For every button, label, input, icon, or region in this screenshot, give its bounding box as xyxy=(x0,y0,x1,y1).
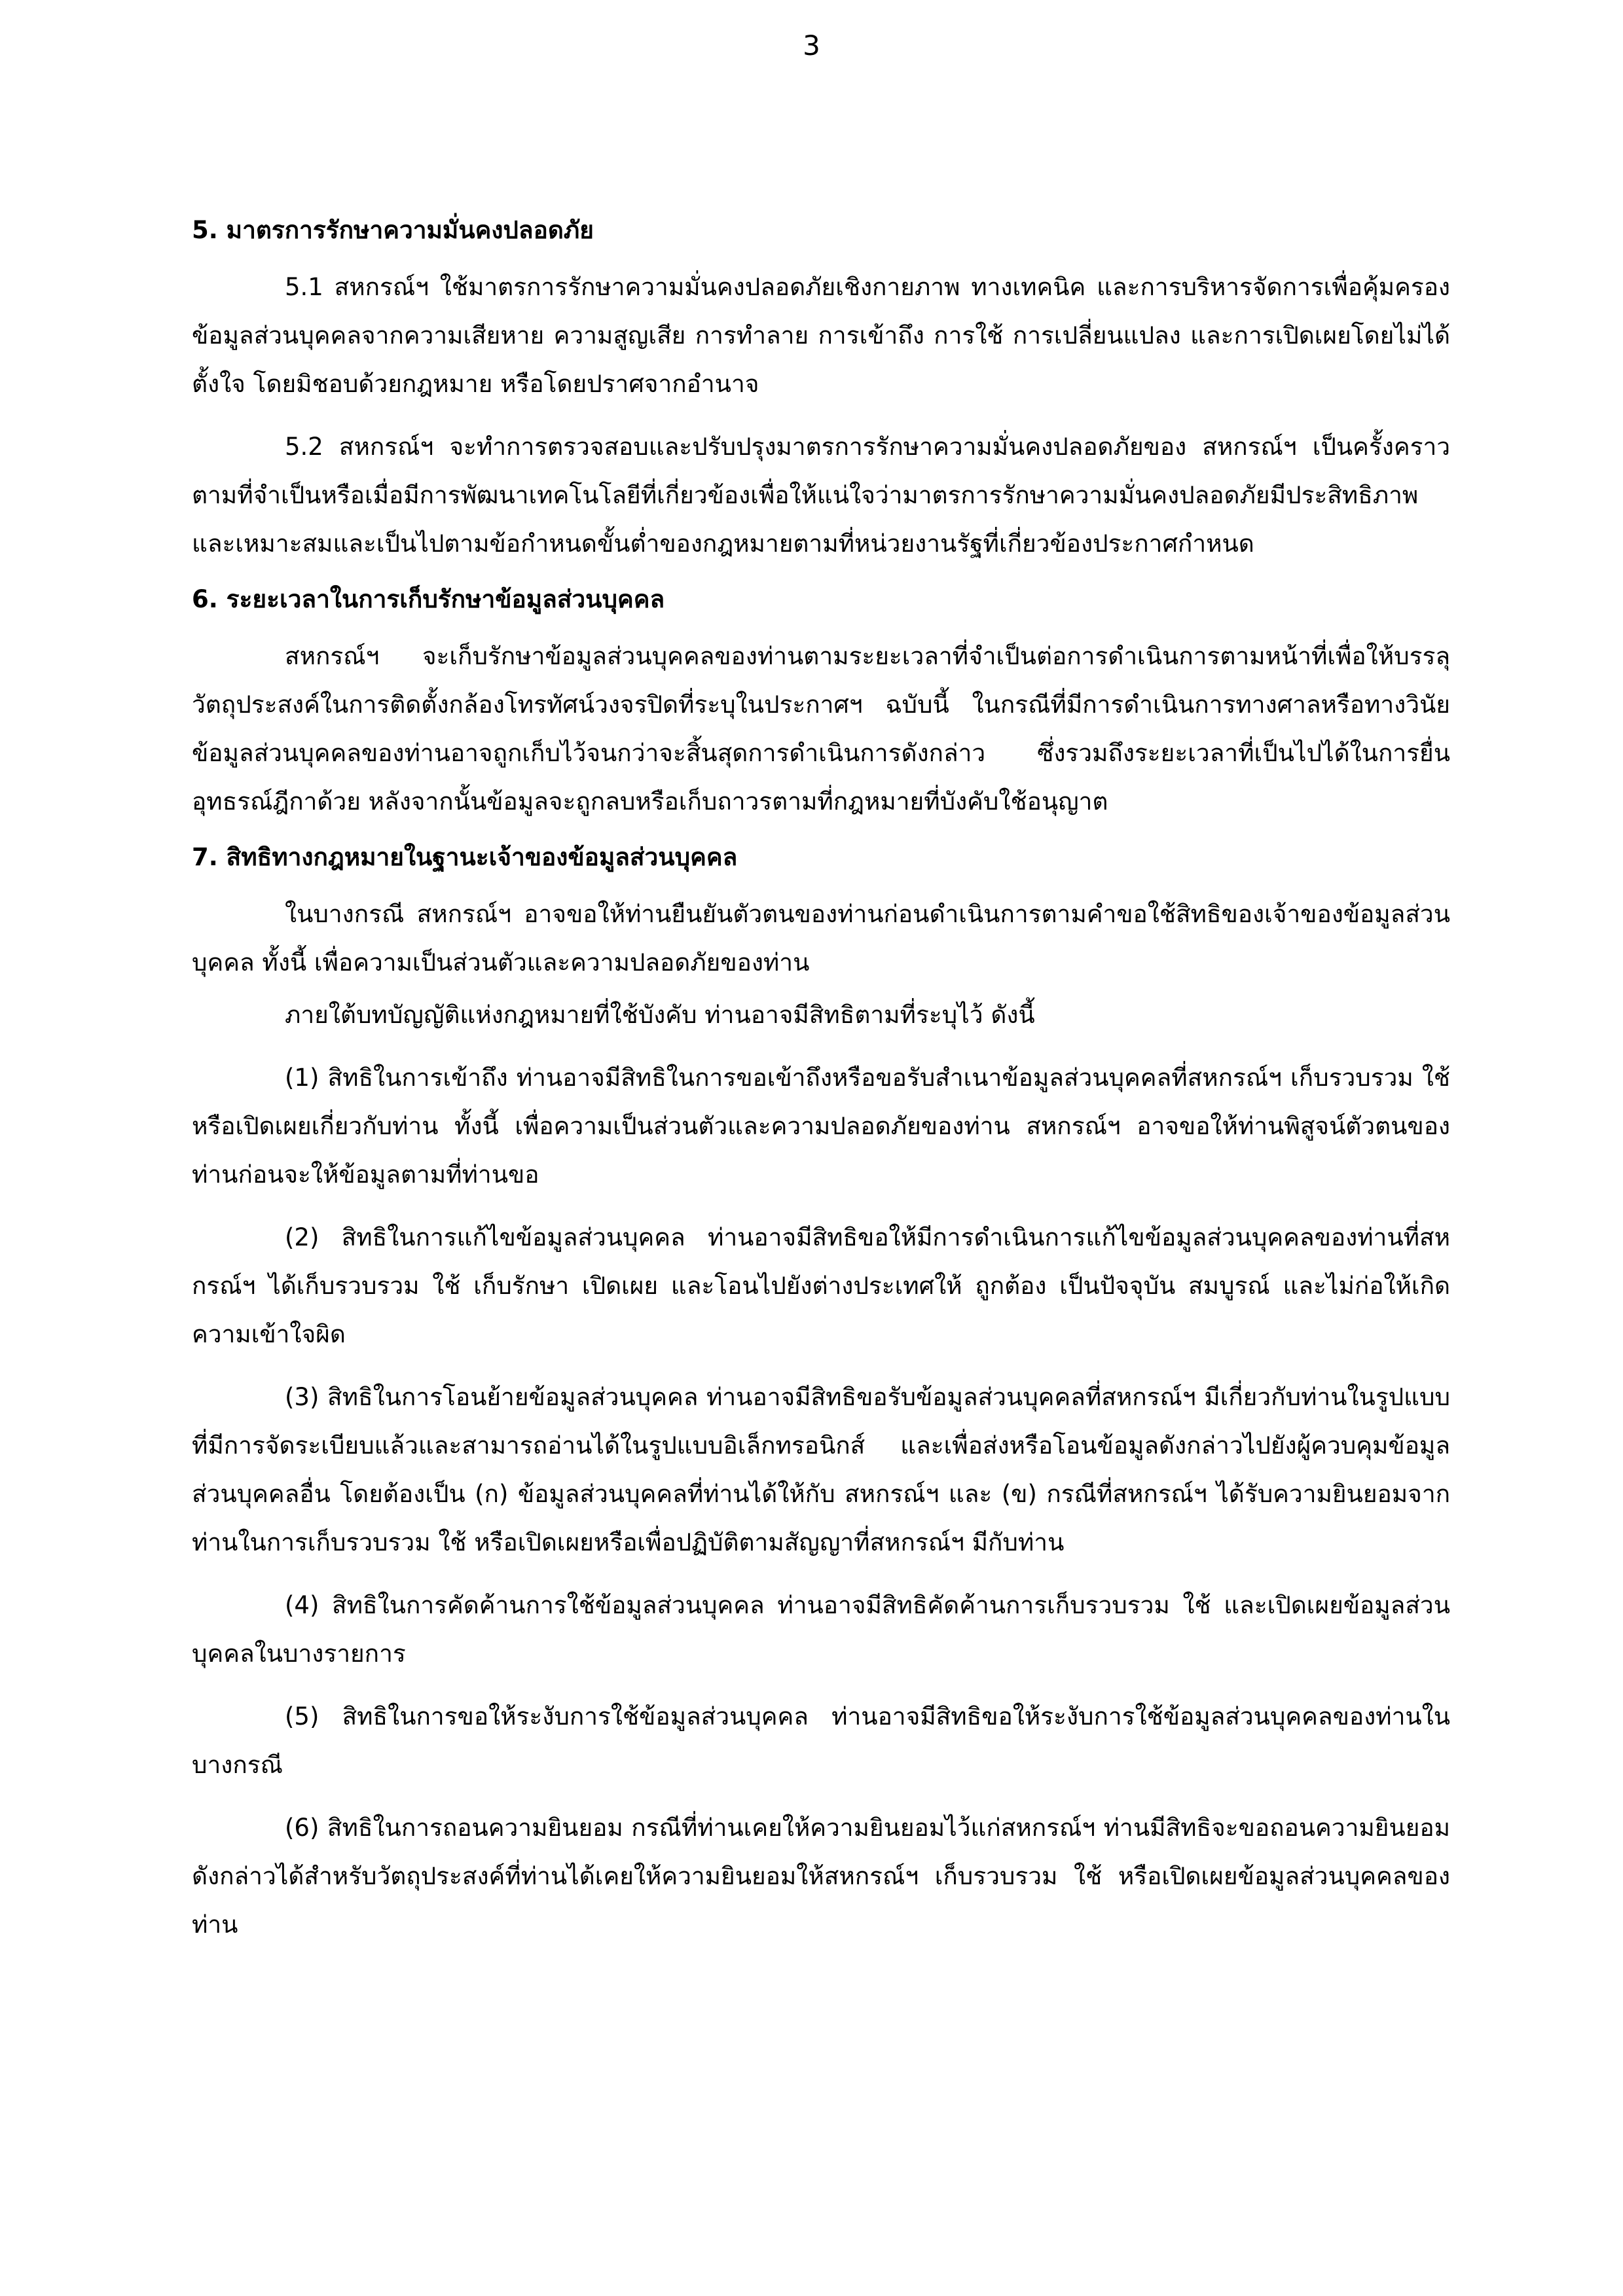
document-body xyxy=(192,208,1450,1964)
right-4-objection: (4) สิทธิในการคัดค้านการใช้ข้อมูลส่วนบุคคล ท่านอาจมีสิทธิคัดค้านการเก็บรวบรวม ใช้ และเปิดเผยข้อมูลส่วนบุคคลในบางรายการ xyxy=(192,1591,1450,1668)
right-5-restriction: (5) สิทธิในการขอให้ระงับการใช้ข้อมูลส่วนบุคคล ท่านอาจมีสิทธิขอให้ระงับการใช้ข้อมูลส่วนบุคคลของท่านในบางกรณี xyxy=(192,1702,1450,1779)
section-7-heading: 7. สิทธิทางกฎหมายในฐานะเจ้าของข้อมูลส่วนบุคคล xyxy=(192,843,738,871)
right-2-rectification: (2) สิทธิในการแก้ไขข้อมูลส่วนบุคคล ท่านอาจมีสิทธิขอให้มีการดำเนินการแก้ไขข้อมูลส่วนบุคคลของท่านที่สหกรณ์ฯ ได้เก็บรวบรวม ใช้ เก็บรักษา เปิดเผย และโอนไปยังต่างประเทศให้ ถูกต้อง เป็นปัจจุบัน สมบูรณ์ และไม่ก่อให้เกิดความเข้าใจผิด xyxy=(192,1223,1450,1348)
section-6-paragraph: สหกรณ์ฯ จะเก็บรักษาข้อมูลส่วนบุคคลของท่านตามระยะเวลาที่จำเป็นต่อการดำเนินการตามหน้าที่เพื่อให้บรรลุวัตถุประสงค์ในการติดตั้งกล้องโทรทัศน์วงจรปิดที่ระบุในประกาศฯ ฉบับนี้ ในกรณีที่มีการดำเนินการทางศาลหรือทางวินัย ข้อมูลส่วนบุคคลของท่านอาจถูกเก็บไว้จนกว่าจะสิ้นสุดการดำเนินการดังกล่าว ซึ่งรวมถึงระยะเวลาที่เป็นไปได้ในการยื่นอุทธรณ์ฎีกาด้วย หลังจากนั้นข้อมูลจะถูกลบหรือเก็บถาวรตามที่กฎหมายที่บังคับใช้อนุญาต xyxy=(192,642,1450,816)
section-5-2-paragraph: 5.2 สหกรณ์ฯ จะทำการตรวจสอบและปรับปรุงมาตรการรักษาความมั่นคงปลอดภัยของ สหกรณ์ฯ เป็นครั้งคราวตามที่จำเป็นหรือเมื่อมีการพัฒนาเทคโนโลยีที่เกี่ยวข้องเพื่อให้แน่ใจว่ามาตรการรักษาความมั่นคงปลอดภัยมีประสิทธิภาพและเหมาะสมและเป็นไปตามข้อกำหนดขั้นต่ำของกฎหมายตามที่หน่วยงานรัฐที่เกี่ยวข้องประกาศกำหนด xyxy=(192,433,1450,558)
section-7-rights-intro: ภายใต้บทบัญญัติแห่งกฎหมายที่ใช้บังคับ ท่านอาจมีสิทธิตามที่ระบุไว้ ดังนี้ xyxy=(285,1001,1035,1029)
section-5-1-paragraph: 5.1 สหกรณ์ฯ ใช้มาตรการรักษาความมั่นคงปลอดภัยเชิงกายภาพ ทางเทคนิค และการบริหารจัดการเพื่อคุ้มครองข้อมูลส่วนบุคคลจากความเสียหาย ความสูญเสีย การทำลาย การเข้าถึง การใช้ การเปลี่ยนแปลง และการเปิดเผยโดยไม่ได้ตั้งใจ โดยมิชอบด้วยกฎหมาย หรือโดยปราศจากอำนาจ xyxy=(192,273,1450,398)
section-6-heading: 6. ระยะเวลาในการเก็บรักษาข้อมูลส่วนบุคคล xyxy=(192,585,665,613)
page-number: 3 xyxy=(803,29,820,62)
right-6-withdraw-consent: (6) สิทธิในการถอนความยินยอม กรณีที่ท่านเคยให้ความยินยอมไว้แก่สหกรณ์ฯ ท่านมีสิทธิจะขอถอนความยินยอมดังกล่าวได้สำหรับวัตถุประสงค์ที่ท่านได้เคยให้ความยินยอมให้สหกรณ์ฯ เก็บรวบรวม ใช้ หรือเปิดเผยข้อมูลส่วนบุคคลของท่าน xyxy=(192,1814,1450,1939)
right-3-portability: (3) สิทธิในการโอนย้ายข้อมูลส่วนบุคคล ท่านอาจมีสิทธิขอรับข้อมูลส่วนบุคคลที่สหกรณ์ฯ มีเกี่ยวกับท่านในรูปแบบที่มีการจัดระเบียบแล้วและสามารถอ่านได้ในรูปแบบอิเล็กทรอนิกส์ และเพื่อส่งหรือโอนข้อมูลดังกล่าวไปยังผู้ควบคุมข้อมูลส่วนบุคคลอื่น โดยต้องเป็น (ก) ข้อมูลส่วนบุคคลที่ท่านได้ให้กับ สหกรณ์ฯ และ (ข) กรณีที่สหกรณ์ฯ ได้รับความยินยอมจากท่านในการเก็บรวบรวม ใช้ หรือเปิดเผยหรือเพื่อปฏิบัติตามสัญญาที่สหกรณ์ฯ มีกับท่าน xyxy=(192,1383,1450,1556)
right-1-access: (1) สิทธิในการเข้าถึง ท่านอาจมีสิทธิในการขอเข้าถึงหรือขอรับสำเนาข้อมูลส่วนบุคคลที่สหกรณ์ฯ เก็บรวบรวม ใช้ หรือเปิดเผยเกี่ยวกับท่าน ทั้งนี้ เพื่อความเป็นส่วนตัวและความปลอดภัยของท่าน สหกรณ์ฯ อาจขอให้ท่านพิสูจน์ตัวตนของท่านก่อนจะให้ข้อมูลตามที่ท่านขอ xyxy=(192,1064,1450,1189)
section-5-heading: 5. มาตรการรักษาความมั่นคงปลอดภัย xyxy=(192,216,594,244)
section-7-intro-paragraph: ในบางกรณี สหกรณ์ฯ อาจขอให้ท่านยืนยันตัวตนของท่านก่อนดำเนินการตามคำขอใช้สิทธิของเจ้าของข้อมูลส่วนบุคคล ทั้งนี้ เพื่อความเป็นส่วนตัวและความปลอดภัยของท่าน xyxy=(192,900,1450,977)
